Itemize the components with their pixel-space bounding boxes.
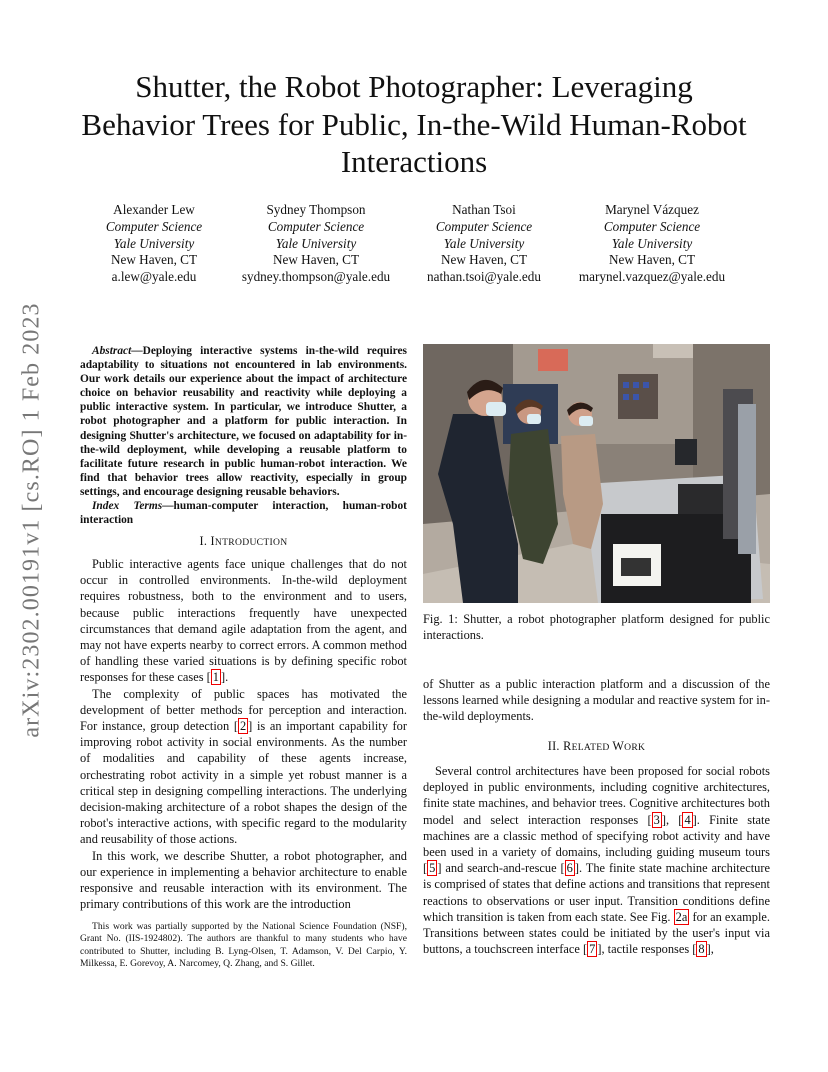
paragraph: Public interactive agents face unique challenges that do not occur in controlled environments. In-the-wild deployment requires robustness, both to the environment and to users, because public interactions frequently have unexpected circumstances that demand agile adaptation from the agent, and may not have experts nearby to correct errors. A common method of handling these varied situations is by defining specific robot responses for these cases [ 1 ]. (80, 557, 407, 685)
author-email: a.lew@yale.edu (111, 269, 197, 285)
citation-link[interactable]: 1 (212, 670, 219, 685)
paragraph: The complexity of public spaces has motivated the development of better methods for perception and interaction. For instance, group detection [ 2 ] is an important capability for improving robot activity in social environments. As the number of modalities and capability of these agents increase, orchestrating robot activity in a simple yet robust manner is a critical step in designing compelling interactions. The underlying decision-making architecture of a robot shapes the design of the robot's interactive actions, with specific regard to the modularity and reusability of those actions. (80, 686, 407, 847)
author-city: New Haven, CT (110, 252, 198, 268)
index-terms-lead: Index Terms (92, 500, 163, 513)
section-heading-introduction: I. INTRODUCTION (199, 534, 288, 548)
citation-link[interactable]: 5 (429, 861, 436, 876)
author-org: Yale University (611, 235, 693, 251)
author-dept: Computer Science (267, 218, 365, 234)
citation-link[interactable]: 6 (566, 861, 573, 876)
figure-reference-link[interactable]: 2a (675, 909, 688, 924)
author-name: Marynel Vázquez (605, 202, 699, 217)
figure-photo (423, 344, 770, 603)
author-city: New Haven, CT (440, 252, 528, 268)
author-email: sydney.thompson@yale.edu (241, 269, 391, 285)
paper-title: Shutter, the Robot Photographer: Leveraging Behavior Trees for Public, In-the-Wild Human-Robot Interactions (81, 69, 747, 179)
citation-link[interactable]: 2 (239, 719, 247, 734)
citation-link[interactable]: 7 (589, 942, 596, 957)
author-name: Sydney Thompson (266, 202, 366, 217)
paragraph: In this work, we describe Shutter, a robot photographer, and our experience in implementing a behavior architecture to enable responsive and reusable interaction with its environment. The primary contributions of this work are the introduction (80, 848, 407, 912)
abstract-text: —Deploying interactive systems in-the-wild requires adaptability to situations not encountered in lab environments. Our work details our experience about the impact of architecture choice on behavior reusability and reactivity while deploying a public interactive system. In particular, we introduce Shutter, a robot photographer and a platform for public interaction. In designing Shutter's architecture, we focused on adaptability for in-the-wild deployment, while developing a reusable platform to facilitate future research in public human-robot interaction. We find that behavior trees allow reactivity, especially in group settings, and encourage designing reusable behaviors. (80, 345, 407, 498)
paragraph: Several control architectures have been proposed for social robots deployed in public environments, including cognitive architectures, finite state machines, and behavior trees. Cognitive architectures both model and select interaction responses [ 3 ], [ 4 ]. Finite state machines are a classic method of specifying robot activity and have been used in a variety of domains, including guiding museum tours [ 5 ] and search-and-rescue [ 6 ]. The finite state machine architecture is comprised of states that define actions and transitions that represent reactions to observations or user input. Transition conditions define which transition is taken from each state. See Fig. 2a for an example. Transitions between states could be initiated by the user's input via buttons, a touchscreen interface [ 7 ], tactile responses [ 8 ], (423, 764, 770, 957)
footnote: This work was partially supported by the National Science Foundation (NSF), Grant No. (IIS-1924802). The authors are thankful to many students who have contributed to Shutter, including B. Lyng-Olsen, T. Adamson, V. Del Carpio, Y. Milkessa, E. Gorevoy, A. Narcomey, Q. Zhang, and S. Gillet. (80, 921, 407, 970)
citation-link[interactable]: 8 (698, 942, 705, 957)
author-city: New Haven, CT (608, 252, 696, 268)
index-terms: —human-computer interaction, human-robot interaction (80, 500, 407, 527)
author-name: Alexander Lew (113, 202, 195, 217)
paragraph: of Shutter as a public interaction platform and a discussion of the lessons learned while designing a modular and reactive system for in-the-wild deployments. (423, 677, 770, 724)
author-org: Yale University (113, 235, 195, 251)
author-dept: Computer Science (435, 218, 533, 234)
author-dept: Computer Science (105, 218, 203, 234)
citation-link[interactable]: 3 (653, 812, 660, 827)
author-name: Nathan Tsoi (452, 202, 516, 217)
abstract (80, 344, 407, 527)
author-email: nathan.tsoi@yale.edu (427, 269, 541, 285)
related-work-body (423, 763, 770, 957)
author-org: Yale University (443, 235, 525, 251)
author-email: marynel.vazquez@yale.edu (578, 269, 726, 285)
author-org: Yale University (275, 235, 357, 251)
author-city: New Haven, CT (272, 252, 360, 268)
author-dept: Computer Science (603, 218, 701, 234)
abstract-lead: Abstract (92, 345, 132, 357)
figure-caption: Fig. 1: Shutter, a robot photographer platform designed for public interactions. (423, 612, 770, 643)
section-heading-related-work: II. RELATED WORK (547, 739, 646, 753)
arxiv-sidebar (14, 290, 50, 750)
citation-link[interactable]: 4 (684, 812, 691, 827)
introduction-body (80, 556, 407, 912)
contribution-continuation (423, 676, 770, 725)
author-block (552, 202, 752, 286)
arxiv-id: arXiv:2302.00191v1 [cs.RO] 1 Feb 2023 (18, 302, 45, 738)
